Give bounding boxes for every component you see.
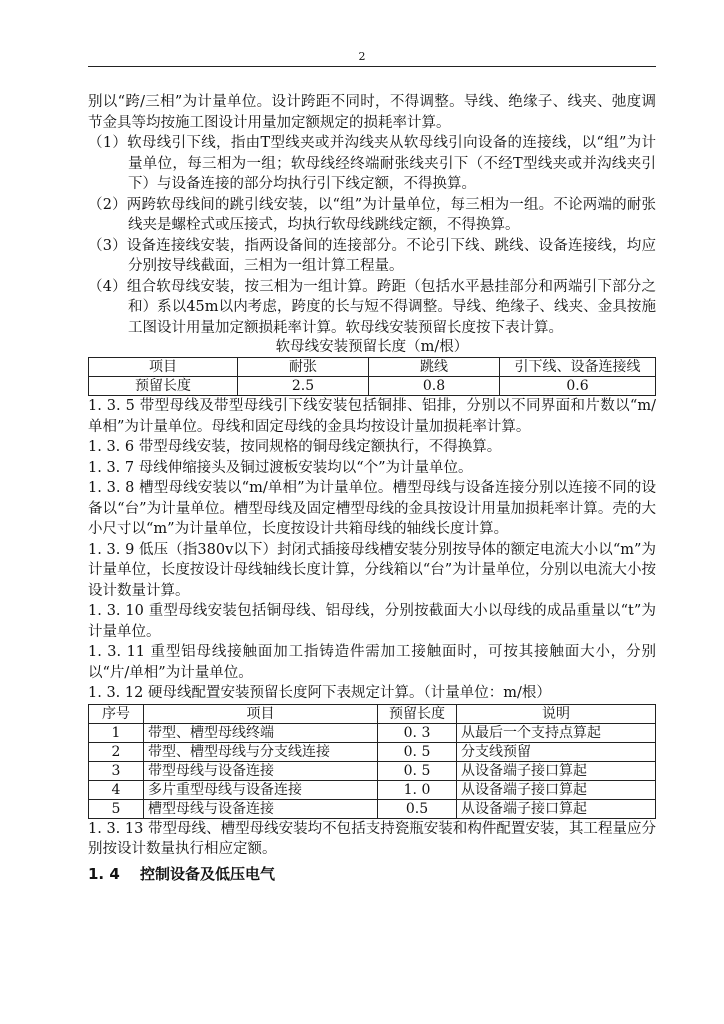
table-cell: 2.5 [238, 377, 369, 396]
table-cell: 3 [89, 761, 144, 780]
table-row [89, 377, 656, 396]
paragraph-1-3-5: 1. 3. 5 带型母线及带型母线引下线安装包括铜排、铝排，分别以不同界面和片数以“m/单相”为计量单位。母线和固定母线的金具均按设计量加损耗率计算。 [88, 398, 656, 435]
table-cell: 0. 3 [378, 723, 457, 742]
paragraph-1-3-12: 1. 3. 12 硬母线配置安装预留长度阿下表规定计算。（计量单位：m/根） [88, 685, 551, 701]
table-header-cell: 序号 [89, 704, 144, 723]
table-cell: 多片重型母线与设备连接 [144, 780, 378, 799]
table-cell: 带型、槽型母线与分支线连接 [144, 742, 378, 761]
table-cell: 从设备端子接口算起 [457, 780, 656, 799]
table-header-cell: 跳线 [369, 358, 500, 377]
table-row [89, 723, 656, 742]
paragraph-1-3-11: 1. 3. 11 重型铝母线接触面加工指铸造件需加工接触面时，可按其接触面大小，分别以“片/单相”为计量单位。 [88, 644, 656, 681]
table-header-row [89, 358, 656, 377]
table1-caption: 软母线安装预留长度（m/根） [275, 339, 469, 355]
paragraph-1-3-8: 1. 3. 8 槽型母线安装以“m/单相”为计量单位。槽型母线与设备连接分别以连接不同的设备以“台”为计量单位。槽型母线及固定槽型母线的金具按设计用量加损耗率计算。壳的大小尺寸以“m”为计量单位，长度按设计共箱母线的轴线长度计算。 [88, 480, 656, 537]
table-header-cell: 引下线、设备连接线 [500, 358, 656, 377]
table-cell: 2 [89, 742, 144, 761]
table-cell: 0. 5 [378, 761, 457, 780]
table-cell: 1 [89, 723, 144, 742]
table-row [89, 799, 656, 818]
page-number: 2 [358, 50, 366, 63]
table-row [89, 780, 656, 799]
table-header-cell: 项目 [144, 704, 378, 723]
table-cell: 0.5 [378, 799, 457, 818]
header-rule [88, 66, 656, 67]
list-item-1: （1）软母线引下线，指由T型线夹或并沟线夹从软母线引向设备的连接线，以“组”为计量单位，每三相为一组；软母线经终端耐张线夹引下（不经T型线夹或并沟线夹引下）与设备连接的部分均执行引下线定额，不得换算。 [88, 135, 656, 192]
table-cell: 0.8 [369, 377, 500, 396]
table-cell: 0.6 [500, 377, 656, 396]
paragraph-1-3-10: 1. 3. 10 重型母线安装包括铜母线、铝母线，分别按截面大小以母线的成品重量以“t”为计量单位。 [88, 603, 656, 640]
paragraph-1-3-9: 1. 3. 9 低压（指380v以下）封闭式插接母线槽安装分别按导体的额定电流大小以“m”为计量单位，长度按设计母线轴线长度计算，分线箱以“台”为计量单位，分别以电流大小按设计数量计算。 [88, 541, 656, 599]
list-item-3: （3）设备连接线安装，指两设备间的连接部分。不论引下线、跳线、设备连接线，均应分别按导线截面，三相为一组计算工程量。 [88, 237, 656, 274]
table-header-cell: 预留长度 [378, 704, 457, 723]
intro-paragraph: 别以“跨/三相”为计量单位。设计跨距不同时，不得调整。导线、绝缘子、线夹、弛度调节金具等均按施工图设计用量加定额规定的损耗率计算。 [88, 94, 656, 131]
table-cell: 分支线预留 [457, 742, 656, 761]
document-body [88, 92, 656, 884]
table-header-row [89, 704, 656, 723]
section-heading [88, 864, 656, 885]
paragraph-1-3-7: 1. 3. 7 母线伸缩接头及铜过渡板安装均以“个”为计量单位。 [88, 459, 473, 476]
table-header-cell: 说明 [457, 704, 656, 723]
hard-busbar-table [88, 704, 656, 819]
soft-busbar-table [88, 357, 656, 396]
table-cell: 4 [89, 780, 144, 799]
table-cell: 5 [89, 799, 144, 818]
table-row [89, 761, 656, 780]
table-header-cell: 耐张 [238, 358, 369, 377]
table-header-cell: 项目 [89, 358, 238, 377]
table-cell: 带型母线与设备连接 [144, 761, 378, 780]
table-cell: 槽型母线与设备连接 [144, 799, 378, 818]
list-item-2: （2）两跨软母线间的跳引线安装，以“组”为计量单位，每三相为一组。不论两端的耐张线夹是螺栓式或压接式，均执行软母线跳线定额，不得换算。 [88, 196, 656, 233]
table-row [89, 742, 656, 761]
table-cell: 从设备端子接口算起 [457, 799, 656, 818]
table-cell: 从最后一个支持点算起 [457, 723, 656, 742]
table-cell: 带型、槽型母线终端 [144, 723, 378, 742]
section-number: 1. 4 [88, 864, 120, 883]
table-cell: 1. 0 [378, 780, 457, 799]
paragraph-1-3-6: 1. 3. 6 带型母线安装，按同规格的铜母线定额执行，不得换算。 [88, 439, 502, 455]
table-cell: 预留长度 [89, 377, 238, 396]
table-cell: 从设备端子接口算起 [457, 761, 656, 780]
section-title: 控制设备及低压电气 [140, 864, 276, 883]
paragraph-1-3-13: 1. 3. 13 带型母线、槽型母线安装均不包括支持瓷瓶安装和构件配置安装，其工程量应分别按设计数量执行相应定额。 [88, 820, 656, 857]
list-item-4: （4）组合软母线安装，按三相为一组计算。跨距（包括水平悬挂部分和两端引下部分之和）系以45m以内考虑，跨度的长与短不得调整。导线、绝缘子、线夹、金具按施工图设计用量加定额损耗率计算。软母线安装预留长度按下表计算。 [88, 278, 656, 336]
table-cell: 0. 5 [378, 742, 457, 761]
